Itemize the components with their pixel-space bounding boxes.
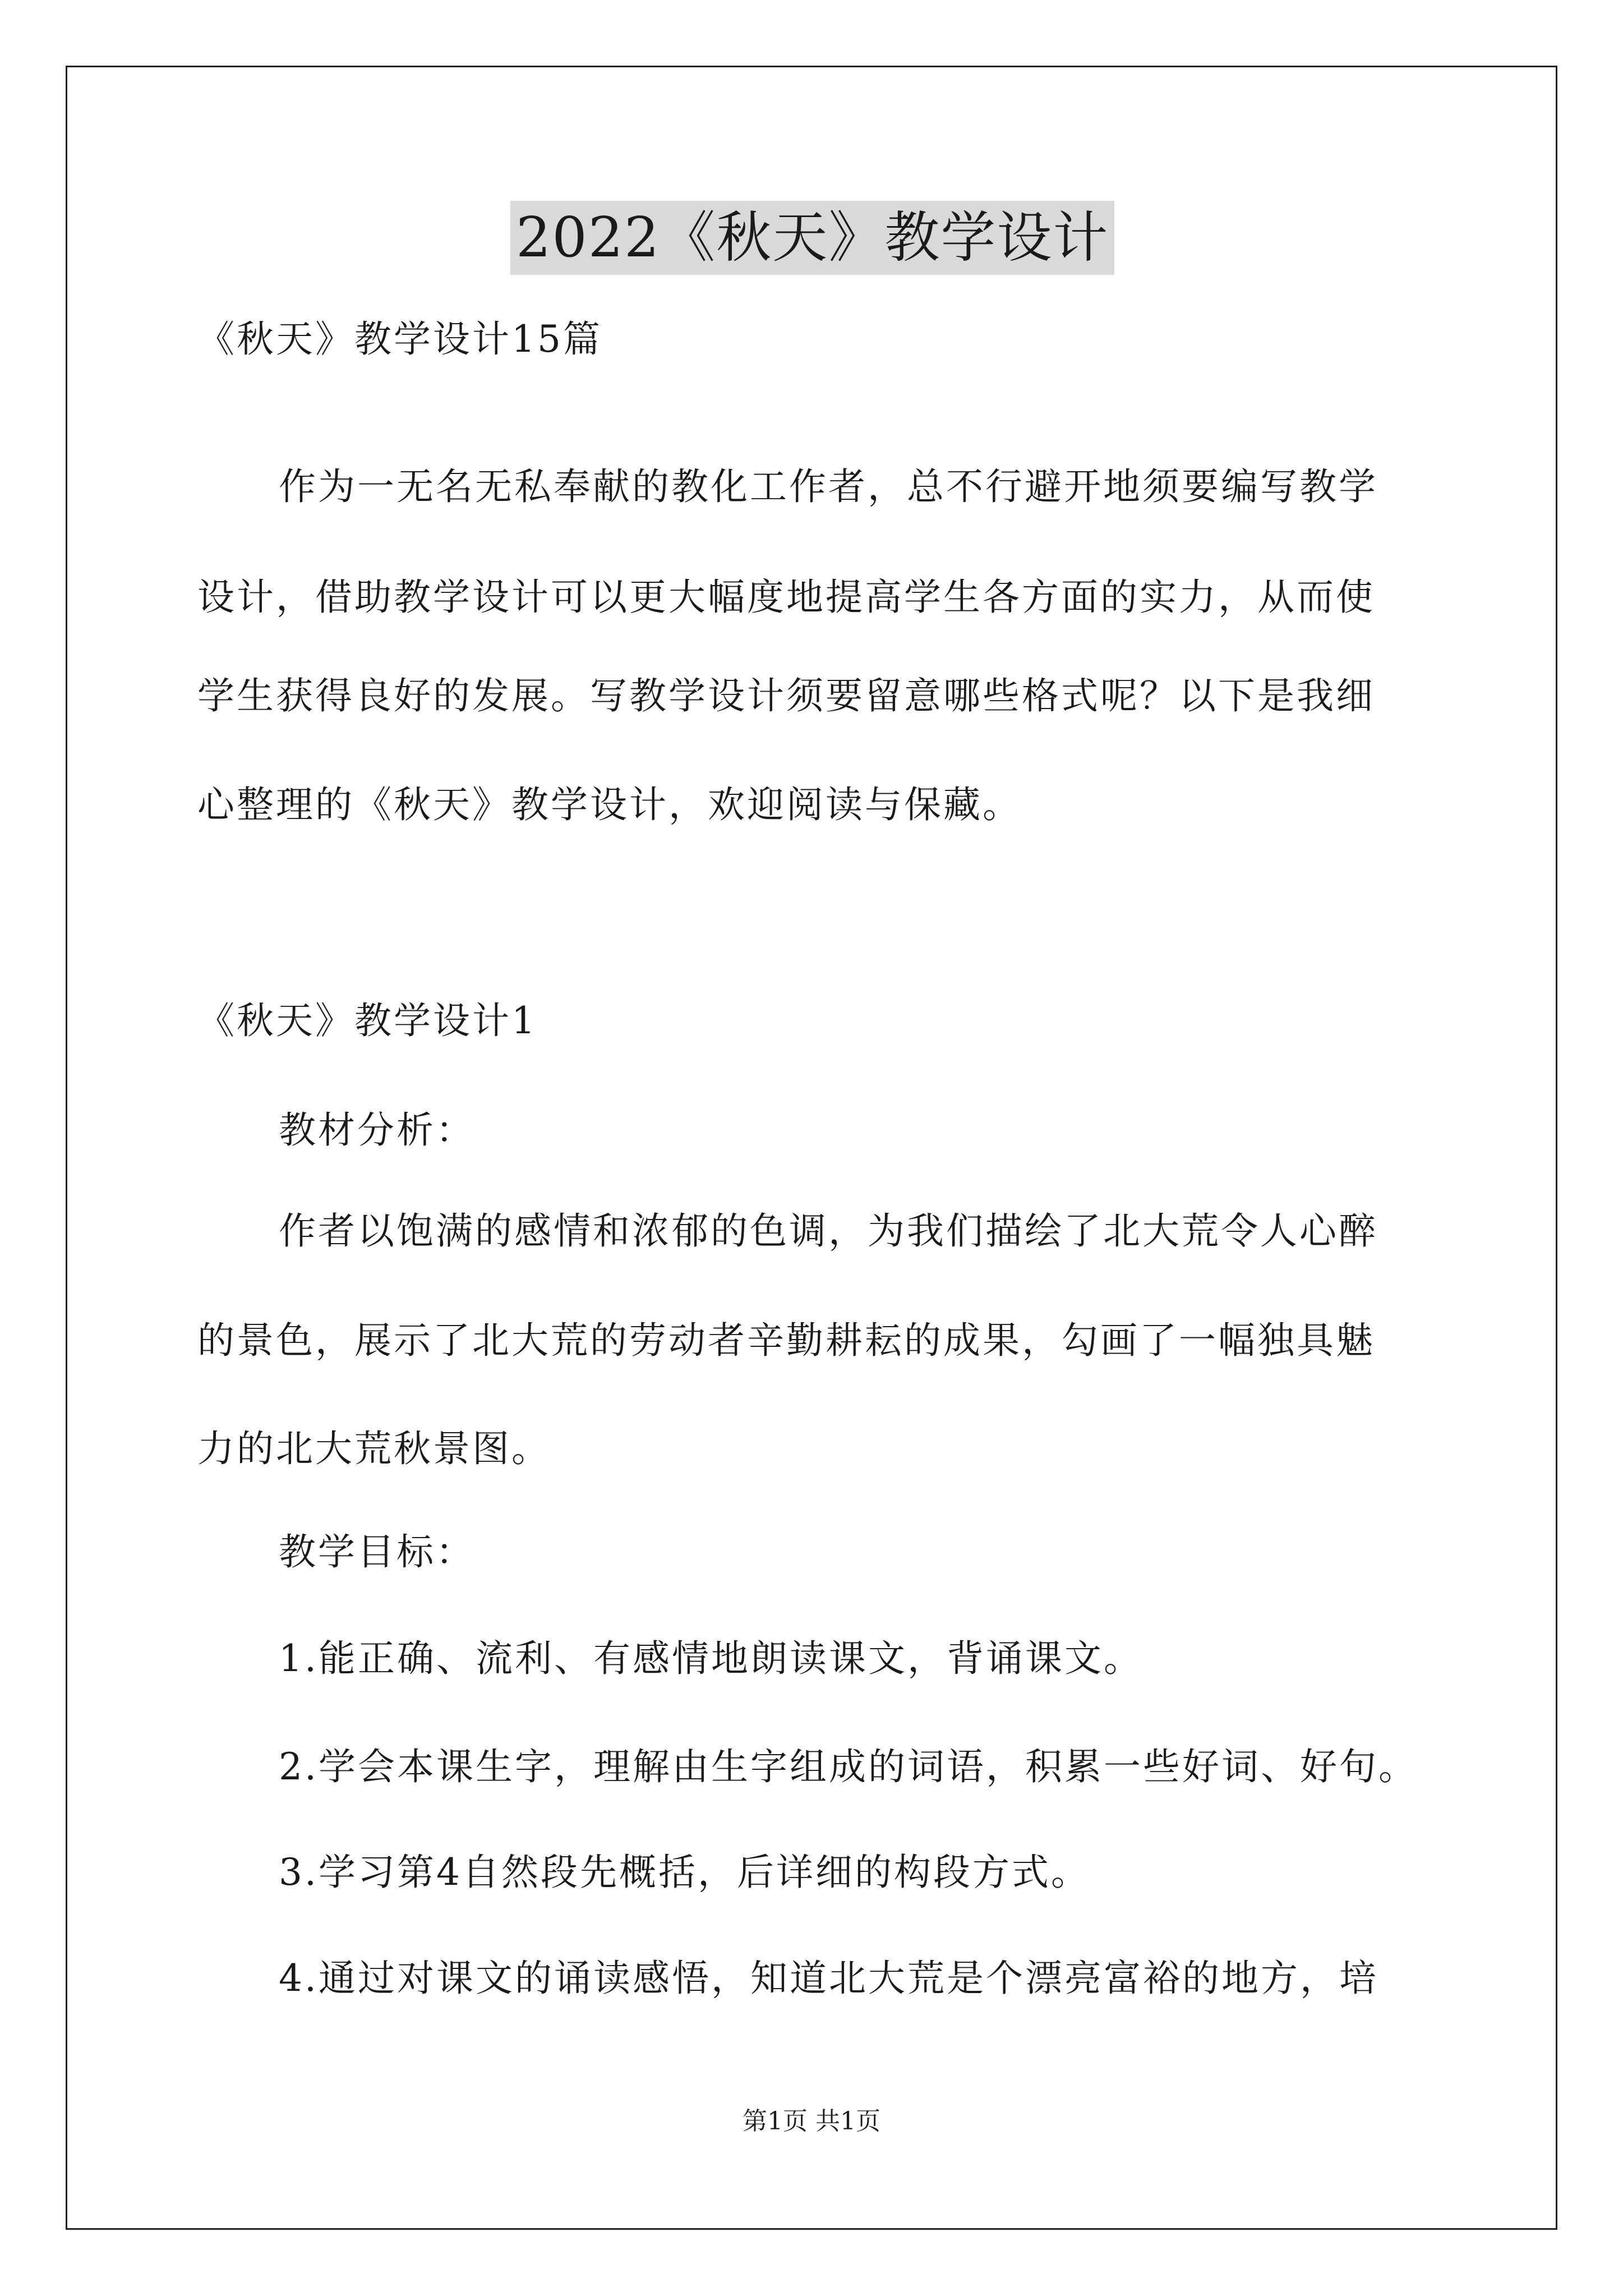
analysis-line: 的景色，展示了北大荒的劳动者辛勤耕耘的成果，勾画了一幅独具魅: [197, 1319, 1375, 1362]
document-subtitle: 《秋天》教学设计15篇: [197, 318, 602, 361]
intro-line: 作为一无名无私奉献的教化工作者，总不行避开地须要编写教学: [279, 465, 1378, 508]
document-title: 2022《秋天》教学设计: [510, 201, 1114, 275]
goals-label: 教学目标：: [279, 1530, 475, 1573]
intro-line: 心整理的《秋天》教学设计，欢迎阅读与保藏。: [197, 783, 1022, 826]
section-heading: 《秋天》教学设计1: [197, 999, 537, 1042]
analysis-line: 作者以饱满的感情和浓郁的色调，为我们描绘了北大荒令人心醉: [279, 1209, 1378, 1253]
goal-item: 4.通过对课文的诵读感悟，知道北大荒是个漂亮富裕的地方，培: [279, 1957, 1378, 2000]
analysis-label: 教材分析：: [279, 1108, 475, 1152]
analysis-line: 力的北大荒秋景图。: [197, 1427, 551, 1470]
intro-line: 学生获得良好的发展。写教学设计须要留意哪些格式呢？以下是我细: [197, 674, 1375, 717]
intro-line: 设计，借助教学设计可以更大幅度地提高学生各方面的实力，从而使: [197, 576, 1375, 619]
page-footer: 第1页 共1页: [743, 2107, 880, 2136]
goal-item: 3.学习第4自然段先概括，后详细的构段方式。: [279, 1851, 1090, 1894]
goal-item: 2.学会本课生字，理解由生字组成的词语，积累一些好词、好句。: [279, 1745, 1418, 1788]
goal-item: 1.能正确、流利、有感情地朗读课文，背诵课文。: [279, 1637, 1143, 1680]
